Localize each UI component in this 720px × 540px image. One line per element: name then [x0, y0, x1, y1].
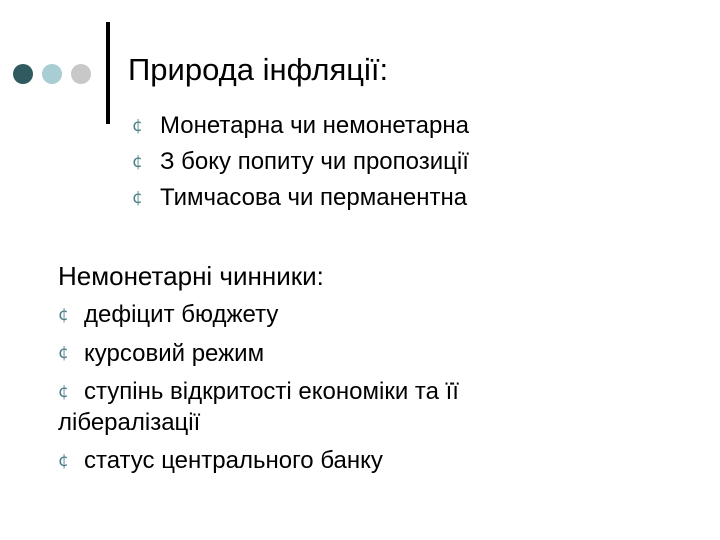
decorative-dot-dark: [13, 64, 33, 84]
list-item-label: Монетарна чи немонетарна: [160, 112, 469, 139]
subheading: Немонетарні чинники:: [58, 261, 324, 291]
slide-title: Природа інфляції:: [128, 52, 389, 87]
list-item-label: Тимчасова чи перманентна: [160, 184, 468, 211]
bottom-bullet-list: [58, 300, 658, 485]
list-item-label: статус центрального банку: [84, 446, 383, 474]
bullet-icon: ¢: [58, 381, 69, 402]
list-item-label: З боку попиту чи пропозиції: [160, 148, 469, 175]
list-item-label: дефіцит бюджету: [84, 301, 279, 328]
title-divider-line: [106, 22, 110, 124]
list-item: [132, 144, 469, 180]
list-item-label: ступінь відкритості економіки та її лібералізації: [58, 378, 459, 436]
bullet-icon: ¢: [58, 450, 69, 471]
list-item: [58, 300, 658, 331]
list-item: [132, 180, 469, 216]
bullet-icon: ¢: [132, 115, 143, 136]
list-item: [58, 377, 538, 438]
bullet-icon: ¢: [58, 304, 69, 325]
bullet-icon: ¢: [132, 151, 143, 172]
bullet-icon: ¢: [132, 187, 143, 208]
decorative-dot-grey: [71, 64, 91, 84]
decorative-dot-light: [42, 64, 62, 84]
top-bullet-list: [132, 108, 469, 216]
list-item: [58, 339, 658, 370]
list-item: [132, 108, 469, 144]
list-item-label: курсовий режим: [84, 339, 265, 367]
bullet-icon: ¢: [58, 343, 69, 364]
list-item: [58, 446, 658, 477]
